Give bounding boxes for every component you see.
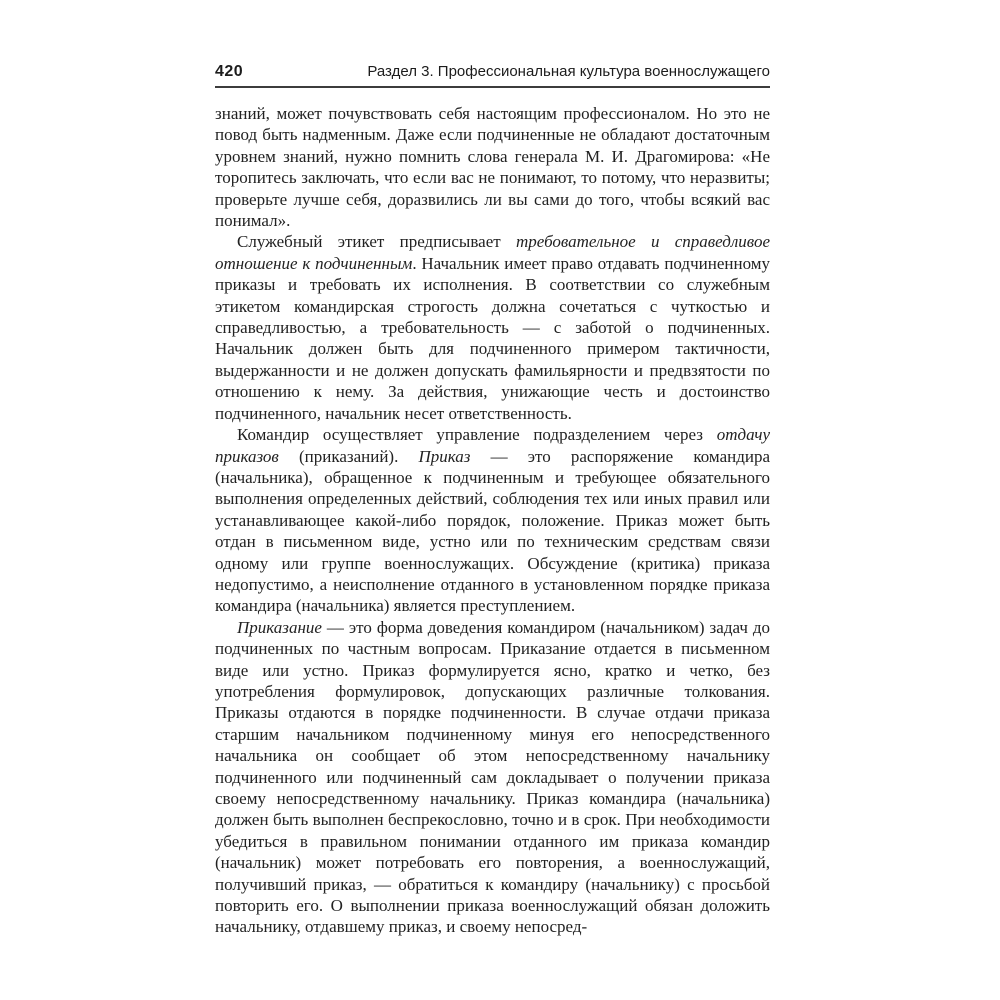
text-run: знаний, может почувствовать себя настоящим профессионалом. Но это не повод быть надменным. Даже если подчиненные не обладают достаточным уровнем знаний, нужно помнить слова генерала М. И. Драгомирова: «Не торопитесь заключать, что если вас не понимают, то потому, что неразвиты; проверьте лучше себя, доразвились ли вы сами до того, чтобы всякий вас понимал».	[215, 104, 770, 231]
italic-text-run: Приказание	[237, 617, 322, 637]
page-header	[215, 63, 770, 88]
section-title: Раздел 3. Профессиональная культура военнослужащего	[367, 63, 770, 80]
italic-text-run: Приказ	[418, 446, 471, 466]
paragraph	[215, 424, 770, 617]
italic-text-run: отдачу приказов	[215, 425, 770, 466]
content-column	[215, 63, 770, 938]
paragraph	[215, 617, 770, 938]
page-number: 420	[215, 63, 244, 80]
paragraph	[215, 231, 770, 424]
text-run: (приказаний).	[278, 446, 419, 466]
paragraph	[215, 103, 770, 231]
text-run: . Начальник имеет право отдавать подчиненному приказы и требовать их исполнения. В соответствии со служебным этикетом командирская строгость должна сочетаться с чуткостью и справедливостью, а требовательность — с заботой о подчиненных. Начальник должен быть для подчиненного примером тактичности, выдержанности и не должен допускать фамильярности и предвзятости по отношению к нему. За действия, унижающие честь и достоинство подчиненного, начальник несет ответственность.	[215, 253, 770, 423]
body-text	[215, 103, 770, 938]
text-run: — это распоряжение командира (начальника), обращенное к подчиненным и требующее обязательного выполнения определенных действий, соблюдения тех или иных правил или устанавливающее какой-либо порядок, положение. Приказ может быть отдан в письменном виде, устно или по техническим средствам связи одному или группе военнослужащих. Обсуждение (критика) приказа недопустимо, а неисполнение отданного в установленном порядке приказа командира (начальника) является преступлением.	[215, 446, 771, 616]
italic-text-run: требовательное и справедливое отношение к подчиненным	[215, 232, 770, 273]
text-run: — это форма доведения командиром (начальником) задач до подчиненных по частным вопросам. Приказание отдается в письменном виде или устно. Приказ формулируется ясно, кратко и четко, без употребления формулировок, допускающих различные толкования. Приказы отдаются в порядке подчиненности. В случае отдачи приказа старшим начальником подчиненному минуя его непосредственного начальника он сообщает об этом непосредственному начальнику подчиненного или подчиненный сам докладывает о получении приказа своему непосредственному начальнику. Приказ командира (начальника) должен быть выполнен беспрекословно, точно и в срок. При необходимости убедиться в правильном понимании отданного им приказа командир (начальник) может потребовать его повторения, а военнослужащий, получивший приказ, — обратиться к командиру (начальнику) с просьбой повторить его. О выполнении приказа военнослужащий обязан доложить начальнику, отдавшему приказ, и своему непосред-	[215, 617, 770, 937]
text-run: Командир осуществляет управление подразделением через	[237, 425, 717, 445]
text-run: Служебный этикет предписывает	[237, 232, 516, 252]
